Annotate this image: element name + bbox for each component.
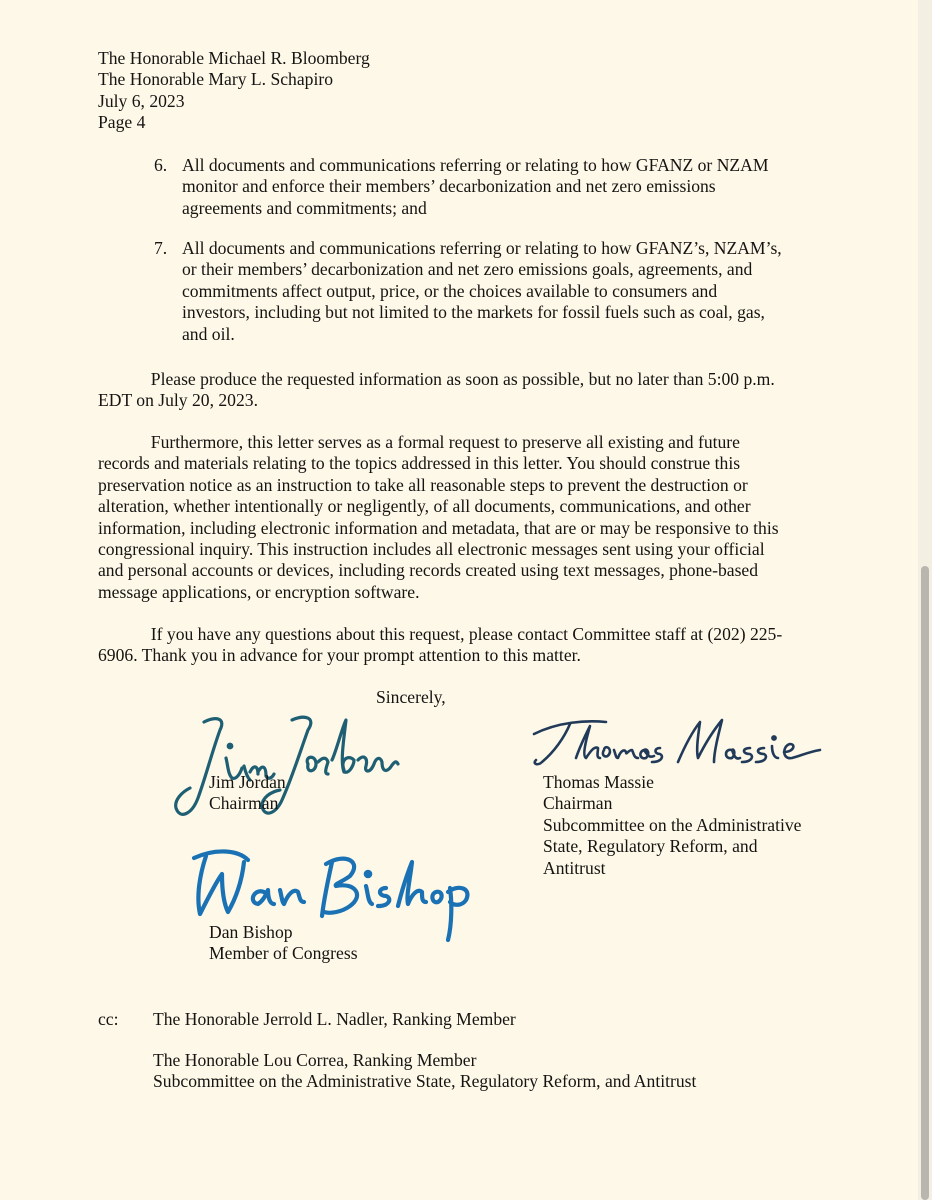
signatory-name: Dan Bishop	[209, 922, 293, 942]
closing-sincerely: Sincerely,	[376, 687, 446, 707]
item-line: and oil.	[182, 323, 235, 344]
paragraph-line: If you have any questions about this request, please contact Committee staff at (202) 225-	[98, 624, 783, 644]
paragraph-line: congressional inquiry. This instruction includes all electronic messages sent using your official	[98, 538, 765, 559]
cc-recipient-line: The Honorable Lou Correa, Ranking Member	[153, 1050, 477, 1070]
signatory-jordan	[209, 772, 286, 815]
header-line-recipient-1: The Honorable Michael R. Bloomberg	[98, 48, 370, 68]
paragraph-line: alteration, whether intentionally or negligently, of all documents, communications, and other	[98, 496, 751, 517]
cc-recipient-line: The Honorable Jerrold L. Nadler, Ranking Member	[153, 1009, 516, 1029]
item-line: All documents and communications referring or relating to how GFANZ or NZAM	[182, 155, 769, 175]
signatory-title: Member of Congress	[209, 943, 358, 964]
paragraph-contact	[98, 624, 782, 667]
jim-jordan-signature	[168, 708, 404, 826]
header-line-recipient-2: The Honorable Mary L. Schapiro	[98, 69, 333, 90]
paragraph-line: Furthermore, this letter serves as a formal request to preserve all existing and future	[98, 432, 740, 452]
paragraph-line: preservation notice as an instruction to take all reasonable steps to prevent the destruction or	[98, 474, 748, 495]
item-line: agreements and commitments; and	[182, 197, 427, 218]
paragraph-line: message applications, or encryption software.	[98, 581, 420, 602]
paragraph-line: Please produce the requested information as soon as possible, but no later than 5:00 p.m.	[98, 369, 775, 389]
cc-recipient-correa	[153, 1050, 696, 1093]
cc-label: cc:	[98, 1009, 119, 1029]
paragraph-line: information, including electronic information and metadata, that are or may be responsive to this	[98, 517, 779, 538]
signatory-affiliation: Subcommittee on the Administrative	[543, 814, 802, 835]
request-item-7	[154, 238, 854, 348]
item-number: 6.	[154, 155, 168, 175]
signatory-title: Chairman	[543, 793, 613, 814]
signatory-affiliation: Antitrust	[543, 857, 606, 878]
signatory-bishop	[209, 922, 358, 965]
paragraph-line: EDT on July 20, 2023.	[98, 390, 258, 411]
item-line: commitments affect output, price, or the choices available to consumers and	[182, 280, 718, 301]
cc-recipient-nadler	[153, 1009, 516, 1030]
letter-header	[98, 48, 370, 134]
header-line-date: July 6, 2023	[98, 90, 185, 111]
item-line: investors, including but not limited to the markets for fossil fuels such as coal, gas,	[182, 302, 765, 323]
signatory-name: Thomas Massie	[543, 772, 654, 792]
paragraph-deadline	[98, 369, 775, 412]
signatory-affiliation: State, Regulatory Reform, and	[543, 836, 758, 857]
item-number: 7.	[154, 238, 168, 258]
paragraph-line: records and materials relating to the topics addressed in this letter. You should construe this	[98, 453, 741, 474]
thomas-massie-signature	[528, 712, 836, 776]
paragraph-preservation	[98, 432, 779, 603]
scrollbar-thumb[interactable]	[921, 566, 929, 1200]
item-line: monitor and enforce their members’ decarbonization and net zero emissions	[182, 176, 716, 197]
item-line: All documents and communications referring or relating to how GFANZ’s, NZAM’s,	[182, 238, 782, 258]
paragraph-line: and personal accounts or devices, including records created using text messages, phone-based	[98, 560, 759, 581]
paragraph-line: 6906. Thank you in advance for your prompt attention to this matter.	[98, 645, 581, 666]
signatory-name: Jim Jordan	[209, 772, 286, 792]
vertical-scrollbar[interactable]	[918, 0, 932, 1200]
request-item-6	[154, 155, 854, 225]
cc-recipient-line: Subcommittee on the Administrative State, Regulatory Reform, and Antitrust	[153, 1071, 697, 1092]
signatory-title: Chairman	[209, 793, 279, 814]
item-line: or their members’ decarbonization and net zero emissions goals, agreements, and	[182, 259, 753, 280]
signatory-massie	[543, 772, 802, 879]
header-line-page: Page 4	[98, 112, 146, 133]
